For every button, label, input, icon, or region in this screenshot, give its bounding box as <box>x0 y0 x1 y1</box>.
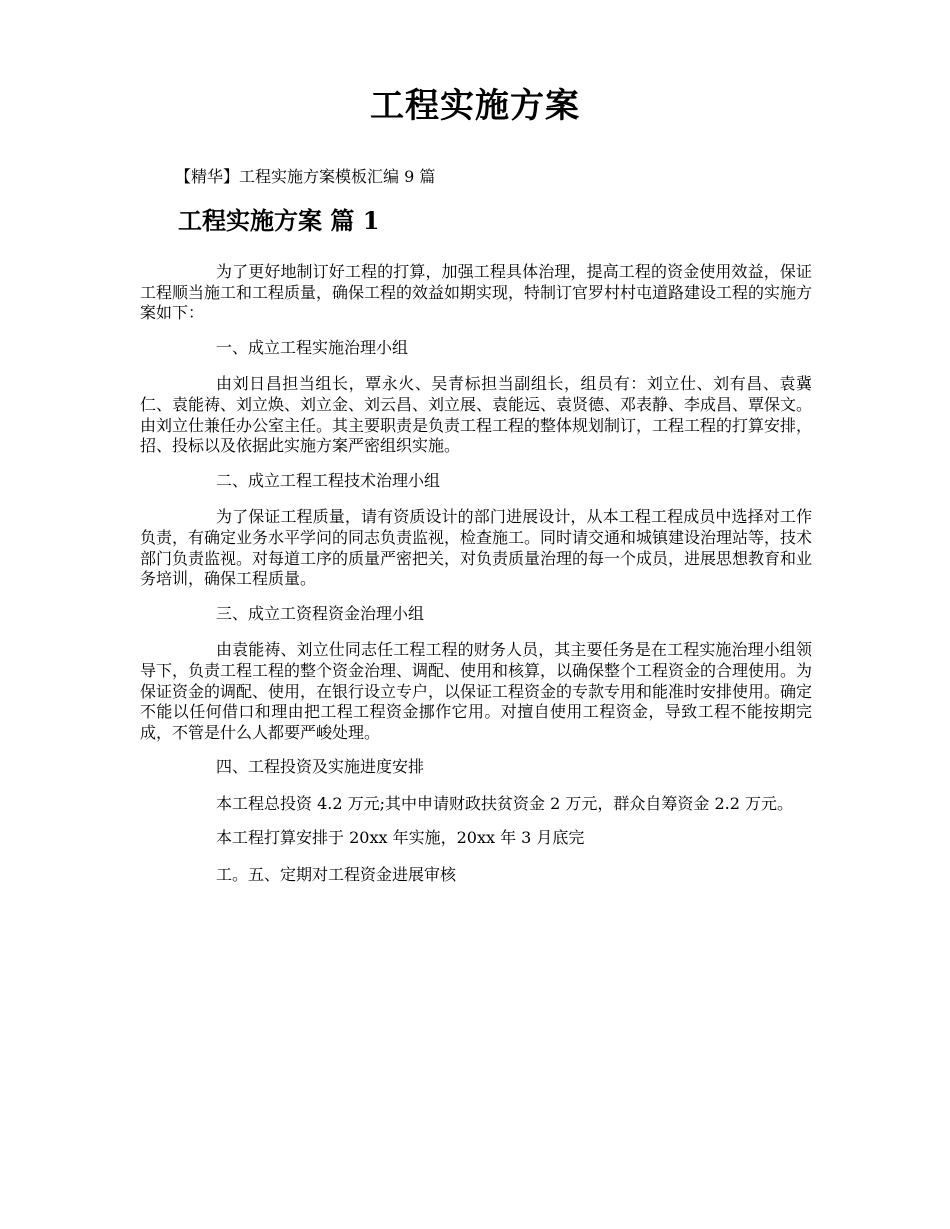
paragraph-intro: 为了更好地制订好工程的打算，加强工程具体治理，提高工程的资金使用效益，保证工程顺当施工和工程质量，确保工程的效益如期实现，特制订官罗村村屯道路建设工程的实施方案如下： <box>140 262 813 323</box>
heading-item-1: 一、成立工程实施治理小组 <box>216 337 409 357</box>
document-subtitle: 【精华】工程实施方案模板汇编 9 篇 <box>175 167 436 186</box>
heading-item-2: 二、成立工程工程技术治理小组 <box>216 470 441 490</box>
paragraph-technical: 为了保证工程质量，请有资质设计的部门进展设计，从本工程工程成员中选择对工作负责，有确定业务水平学问的同志负责监视，检查施工。同时请交通和城镇建设治理站等，技术部门负责监视。对每道工序的质量严密把关，对负责质量治理的每一个成员，进展思想教育和业务培训，确保工程质量。 <box>140 507 813 589</box>
document-title: 工程实施方案 <box>370 86 580 126</box>
section-heading: 工程实施方案 篇 1 <box>178 206 380 235</box>
heading-item-5: 工。五、定期对工程资金进展审核 <box>216 865 457 885</box>
document-body <box>140 262 812 902</box>
paragraph-finance: 由袁能祷、刘立仕同志任工程工程的财务人员，其主要任务是在工程实施治理小组领导下，负责工程工程的整个资金治理、调配、使用和核算，以确保整个工程资金的合理使用。为保证资金的调配、使用，在银行设立专户，以保证工程资金的专款专用和能准时安排使用。确定不能以任何借口和理由把工程工程资金挪作它用。对擅自使用工程资金，导致工程不能按期完成，不管是什么人都要严峻处理。 <box>140 640 813 742</box>
paragraph-investment: 本工程总投资 4.2 万元;其中申请财政扶贫资金 2 万元，群众自筹资金 2.2 万元。 <box>216 793 793 813</box>
paragraph-schedule: 本工程打算安排于 20xx 年实施，20xx 年 3 月底完 <box>216 828 585 848</box>
heading-item-3: 三、成立工资程资金治理小组 <box>216 603 425 623</box>
paragraph-team: 由刘日昌担当组长，覃永火、吴青标担当副组长，组员有：刘立仕、刘有昌、袁冀仁、袁能祷、刘立焕、刘立金、刘云昌、刘立展、袁能远、袁贤德、邓表静、李成昌、覃保文。由刘立仕兼任办公室主任。其主要职责是负责工程工程的整体规划制订，工程工程的打算安排，招、投标以及依据此实施方案严密组织实施。 <box>140 374 813 456</box>
heading-item-4: 四、工程投资及实施进度安排 <box>216 757 425 777</box>
